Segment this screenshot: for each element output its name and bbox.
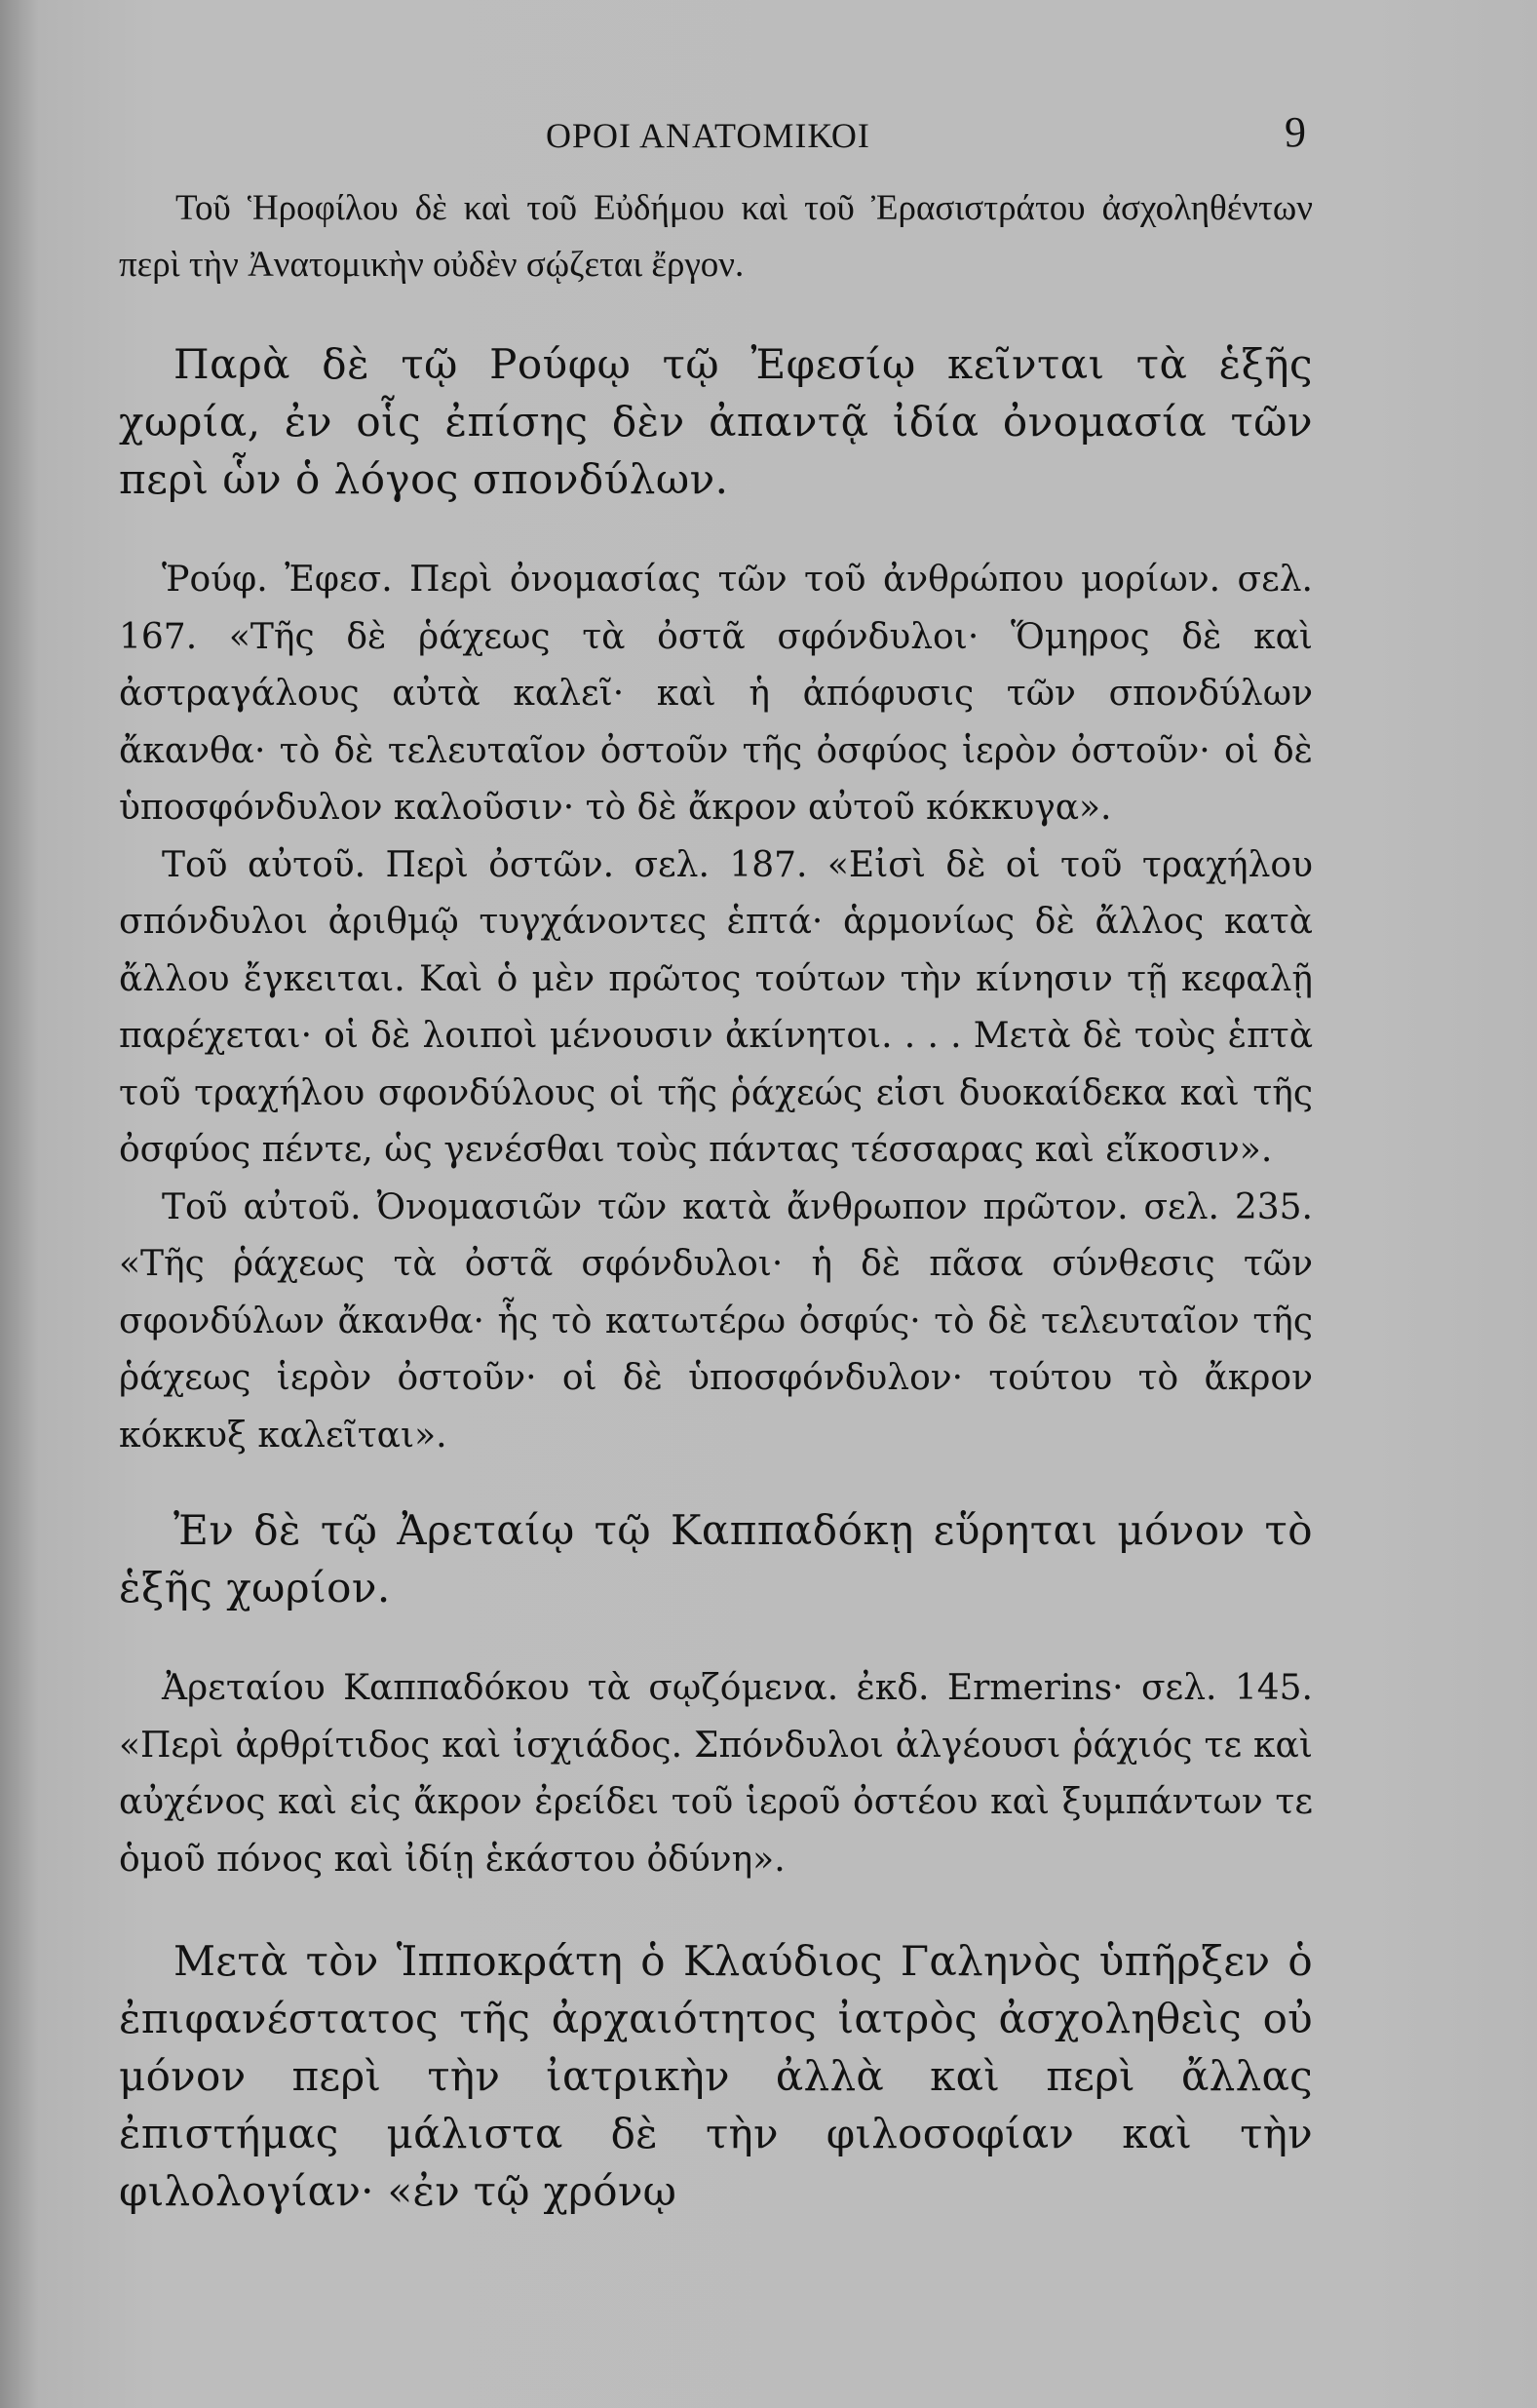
paragraph-herophilus: Τοῦ Ἡροφίλου δὲ καὶ τοῦ Εὐδήμου καὶ τοῦ Ἐρασιστράτου ἀσχοληθέντων περὶ τὴν Ἀνατομικὴν οὐδὲν σῴζεται ἔργον. [119, 188, 1313, 285]
quote-rufus-onomasia: Ῥούφ. Ἐφεσ. Περὶ ὀνομασίας τῶν τοῦ ἀνθρώπου μορίων. σελ. 167. «Τῆς δὲ ῥάχεως τὰ ὀστᾶ σφόνδυλοι· Ὅμηρος δὲ καὶ ἀστραγάλους αὐτὰ καλεῖ· καὶ ἡ ἀπόφυσις τῶν σπονδύλων ἄκανθα· τὸ δὲ τελευταῖον ὀστοῦν τῆς ὀσφύος ἱερὸν ὀστοῦν· οἱ δὲ ὑποσφόνδυλον καλοῦσιν· τὸ δὲ ἄκρον αὐτοῦ κόκκυγα». [119, 560, 1313, 828]
paragraph-galen: Μετὰ τὸν Ἱπποκράτη ὁ Κλαύδιος Γαληνὸς ὑπῆρξεν ὁ ἐπιφανέστατος τῆς ἀρχαιότητος ἰατρὸς ἀσχοληθεὶς οὐ μόνον περὶ τὴν ἰατρικὴν ἀλλὰ καὶ περὶ ἄλλας ἐπιστήμας μάλιστα δὲ τὴν φιλοσοφίαν καὶ τὴν φιλολογίαν· «ἐν τῷ χρόνῳ [119, 1937, 1313, 2215]
paragraph-rufus-intro: Παρὰ δὲ τῷ Ρούφῳ τῷ Ἐφεσίῳ κεῖνται τὰ ἑξῆς χωρία, ἐν οἷς ἐπίσης δὲν ἀπαντᾷ ἰδία ὀνομασία τῶν περὶ ὧν ὁ λόγος σπονδύλων. [119, 340, 1313, 503]
page-header [0, 107, 1537, 166]
quote-aretaeus: Ἀρεταίου Καππαδόκου τὰ σῳζόμενα. ἐκδ. Ermerins· σελ. 145. «Περὶ ἀρθρίτιδος καὶ ἰσχιάδος. Σπόνδυλοι ἀλγέουσι ῥάχιός τε καὶ αὐχένος καὶ εἰς ἄκρον ἐρείδει τοῦ ἱεροῦ ὀστέου καὶ ξυμπάντων τε ὁμοῦ πόνος καὶ ἰδίῃ ἑκάστου ὀδύνη». [119, 1668, 1313, 1880]
quote-rufus-onomasion: Τοῦ αὐτοῦ. Ὀνομασιῶν τῶν κατὰ ἄνθρωπον πρῶτον. σελ. 235. «Τῆς ῥάχεως τὰ ὀστᾶ σφόνδυλοι· ἡ δὲ πᾶσα σύνθεσις τῶν σφονδύλων ἄκανθα· ἧς τὸ κατωτέρω ὀσφύς· τὸ δὲ τελευταῖον τῆς ῥάχεως ἱερὸν ὀστοῦν· οἱ δὲ ὑποσφόνδυλον· τούτου τὸ ἄκρον κόκκυξ καλεῖται». [119, 1186, 1313, 1456]
running-title: ΟΡΟΙ ΑΝΑΤΟΜΙΚΟΙ [546, 116, 870, 155]
page-body [119, 180, 1313, 2220]
quote-rufus-osteon: Τοῦ αὐτοῦ. Περὶ ὀστῶν. σελ. 187. «Εἰσὶ δὲ οἱ τοῦ τραχήλου σπόνδυλοι ἀριθμῷ τυγχάνοντες ἑπτά· ἁρμονίως δὲ ἄλλος κατὰ ἄλλου ἔγκειται. Καὶ ὁ μὲν πρῶτος τούτων τὴν κίνησιν τῇ κεφαλῇ παρέχεται· οἱ δὲ λοιποὶ μένουσιν ἀκίνητοι. . . . Μετὰ δὲ τοὺς ἑπτὰ τοῦ τραχήλου σφονδύλους οἱ τῆς ῥάχεώς εἰσι δυοκαίδεκα καὶ τῆς ὀσφύος πέντε, ὡς γενέσθαι τοὺς πάντας τέσσαρας καὶ εἴκοσιν». [119, 844, 1313, 1170]
paragraph-aretaeus-intro: Ἐν δὲ τῷ Ἀρεταίῳ τῷ Καππαδόκῃ εὕρηται μόνον τὸ ἑξῆς χωρίον. [119, 1506, 1313, 1612]
page-number: 9 [1285, 108, 1306, 156]
